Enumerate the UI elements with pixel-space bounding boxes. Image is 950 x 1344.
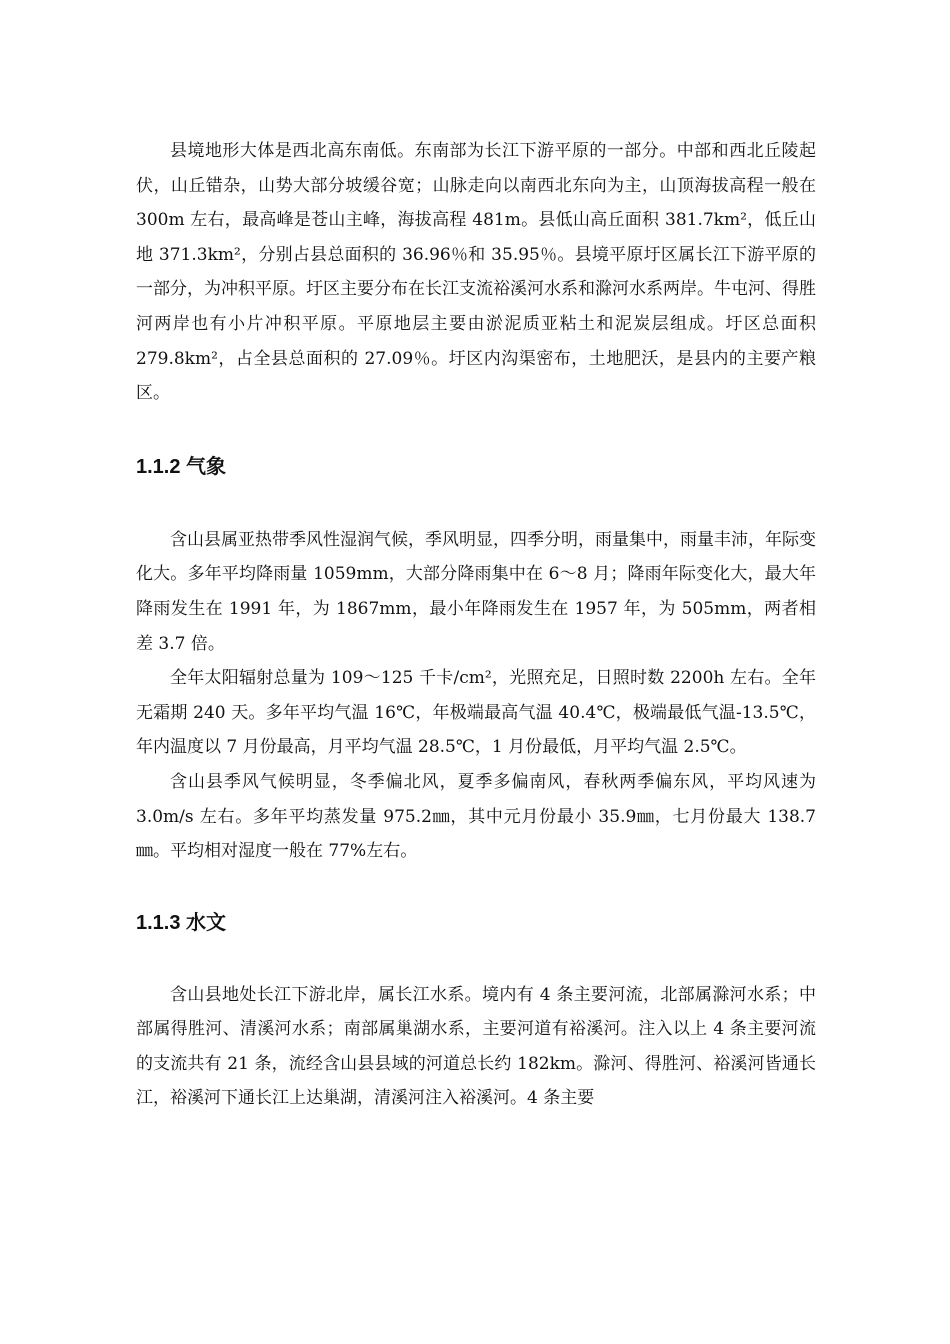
- document-page: [136, 134, 816, 1116]
- climate-paragraph-rainfall: 含山县属亚热带季风性湿润气候，季风明显，四季分明，雨量集中，雨量丰沛，年际变化大。多年平均降雨量 1059mm，大部分降雨集中在 6～8 月；降雨年际变化大，最大年降雨发生在 1991 年，为 1867mm，最小年降雨发生在 1957 年，为 505mm，两者相差 3.7 倍。: [136, 529, 816, 654]
- climate-heading: 1.1.2 气象: [136, 455, 227, 478]
- hydrology-paragraph: 含山县地处长江下游北岸，属长江水系。境内有 4 条主要河流，北部属滁河水系；中部属得胜河、清溪河水系；南部属巢湖水系，主要河道有裕溪河。注入以上 4 条主要河流的支流共有 21 条，流经含山县县域的河道总长约 182km。滁河、得胜河、裕溪河皆通长江，裕溪河下通长江上达巢湖，清溪河注入裕溪河。4 条主要: [136, 984, 816, 1109]
- hydrology-heading: 1.1.3 水文: [136, 911, 227, 934]
- terrain-paragraph: 县境地形大体是西北高东南低。东南部为长江下游平原的一部分。中部和西北丘陵起伏，山丘错杂，山势大部分坡缓谷宽；山脉走向以南西北东向为主，山顶海拔高程一般在 300m 左右，最高峰是苍山主峰，海拔高程 481m。县低山高丘面积 381.7km²，低丘山地 371.3km²，分别占县总面积的 36.96％和 35.95％。县境平原圩区属长江下游平原的一部分，为冲积平原。圩区主要分布在长江支流裕溪河水系和滁河水系两岸。牛屯河、得胜河两岸也有小片冲积平原。平原地层主要由淤泥质亚粘土和泥炭层组成。圩区总面积 279.8km²，占全县总面积的 27.09％。圩区内沟渠密布，土地肥沃，是县内的主要产粮区。: [136, 141, 816, 404]
- climate-paragraph-temperature: 全年太阳辐射总量为 109～125 千卡/cm²，光照充足，日照时数 2200h 左右。全年无霜期 240 天。多年平均气温 16℃，年极端最高气温 40.4℃，极端最低气温-13.5℃，年内温度以 7 月份最高，月平均气温 28.5℃，1 月份最低，月平均气温 2.5℃。: [136, 668, 816, 758]
- climate-paragraph-wind: 含山县季风气候明显，冬季偏北风，夏季多偏南风，春秋两季偏东风，平均风速为 3.0m/s 左右。多年平均蒸发量 975.2㎜，其中元月份最小 35.9㎜，七月份最大 138.7㎜。平均相对湿度一般在 77%左右。: [136, 771, 816, 862]
